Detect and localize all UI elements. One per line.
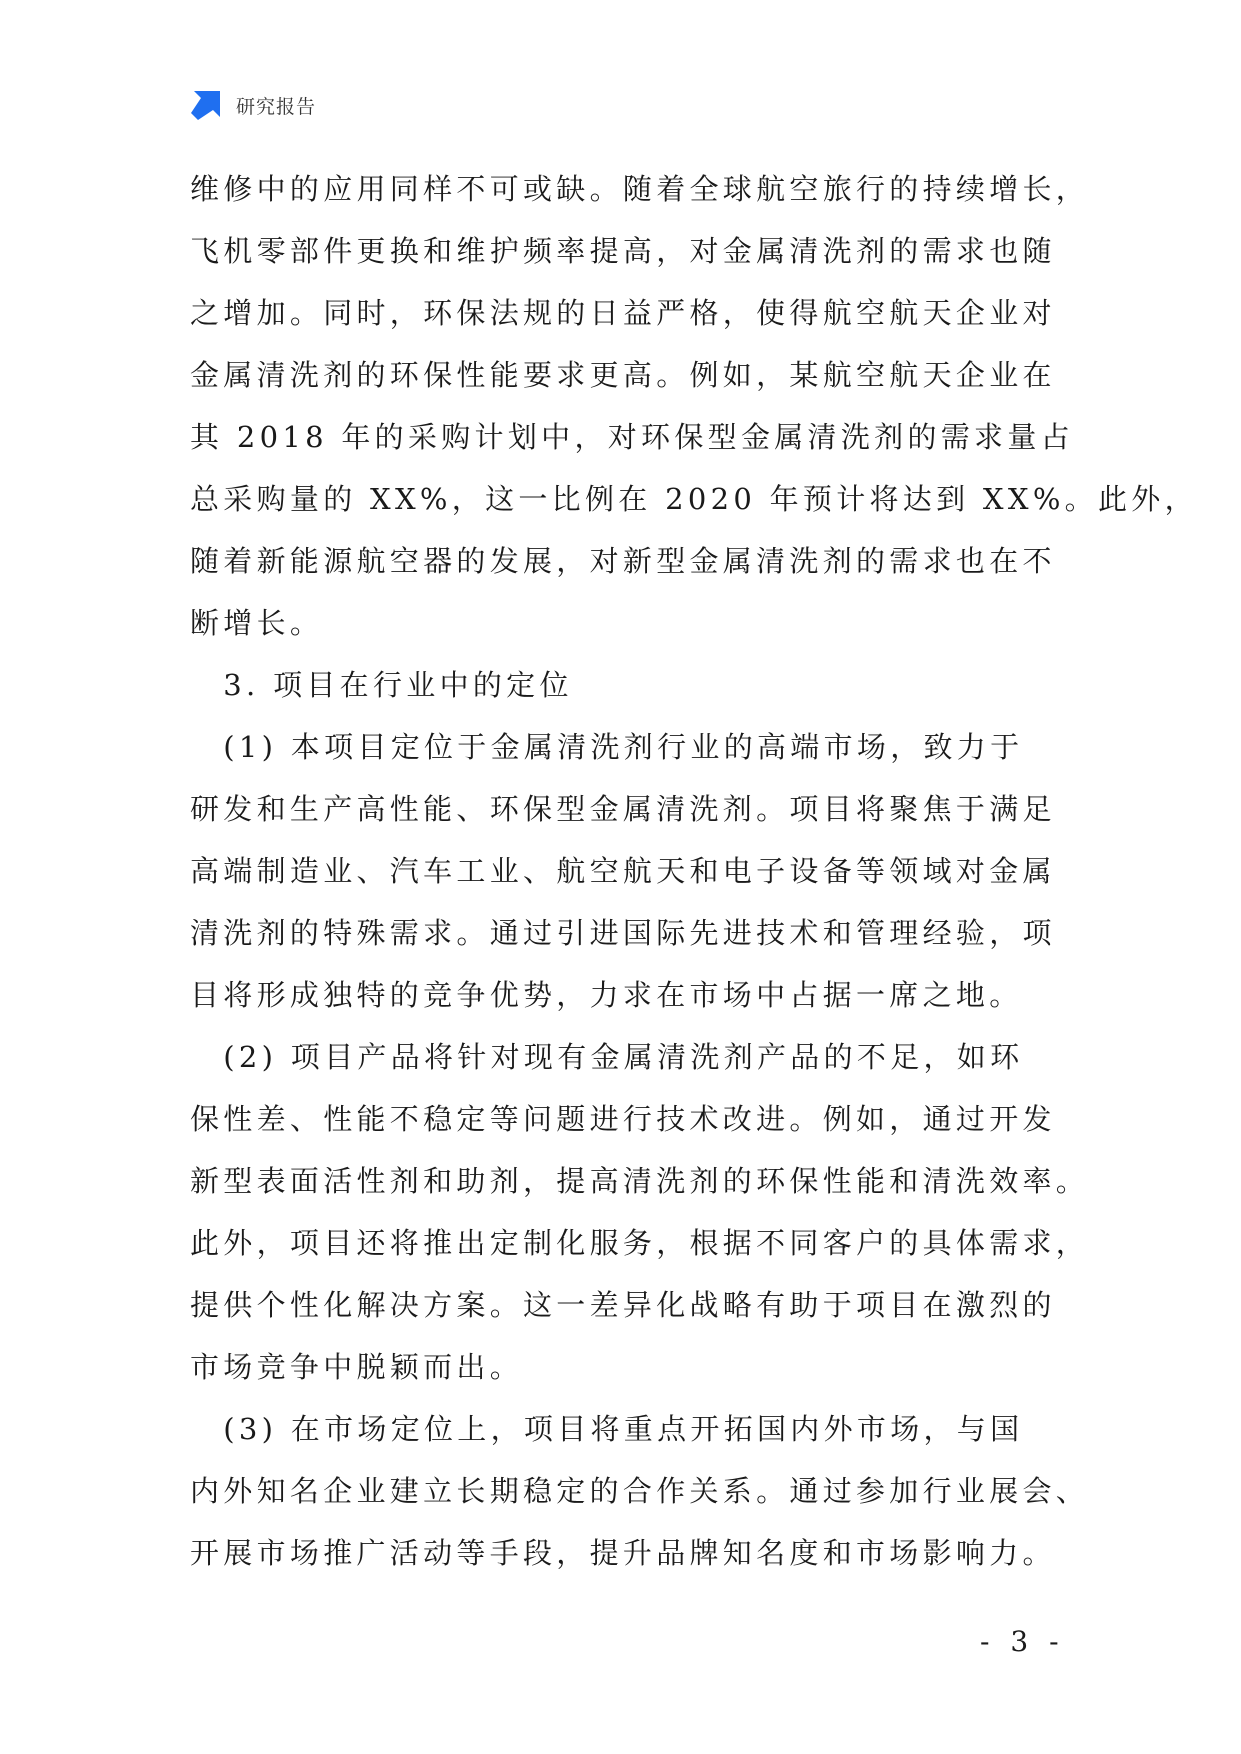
body-line: 保性差、性能不稳定等问题进行技术改进。例如，通过开发 (190, 1102, 1056, 1136)
body-line: 之增加。同时，环保法规的日益严格，使得航空航天企业对 (190, 296, 1056, 330)
page-number: - 3 - (980, 1625, 1065, 1658)
report-header (190, 88, 316, 122)
body-line: 随着新能源航空器的发展，对新型金属清洗剂的需求也在不 (190, 544, 1056, 578)
body-line: 金属清洗剂的环保性能要求更高。例如，某航空航天企业在 (190, 358, 1056, 392)
body-line: 市场竞争中脱颖而出。 (190, 1350, 524, 1384)
section-heading: 3. 项目在行业中的定位 (190, 668, 573, 702)
body-line: (3) 在市场定位上，项目将重点开拓国内外市场，与国 (190, 1412, 1024, 1446)
body-line: 断增长。 (190, 606, 324, 640)
body-line: 内外知名企业建立长期稳定的合作关系。通过参加行业展会、 (190, 1474, 1090, 1508)
body-line: 总采购量的 XX%，这一比例在 2020 年预计将达到 XX%。此外， (190, 482, 1198, 516)
body-line: 维修中的应用同样不可或缺。随着全球航空旅行的持续增长， (190, 172, 1090, 206)
document-body (190, 158, 1198, 1584)
body-line: 此外，项目还将推出定制化服务，根据不同客户的具体需求， (190, 1226, 1090, 1260)
body-line: 高端制造业、汽车工业、航空航天和电子设备等领域对金属 (190, 854, 1056, 888)
body-line: 目将形成独特的竞争优势，力求在市场中占据一席之地。 (190, 978, 1023, 1012)
body-line: 清洗剂的特殊需求。通过引进国际先进技术和管理经验，项 (190, 916, 1056, 950)
body-line: (1) 本项目定位于金属清洗剂行业的高端市场，致力于 (190, 730, 1024, 764)
arrow-up-right-logo-icon (190, 89, 222, 121)
body-line: 飞机零部件更换和维护频率提高，对金属清洗剂的需求也随 (190, 234, 1056, 268)
body-line: 其 2018 年的采购计划中，对环保型金属清洗剂的需求量占 (190, 420, 1074, 454)
body-line: 研发和生产高性能、环保型金属清洗剂。项目将聚焦于满足 (190, 792, 1056, 826)
body-line: 提供个性化解决方案。这一差异化战略有助于项目在激烈的 (190, 1288, 1056, 1322)
body-line: (2) 项目产品将针对现有金属清洗剂产品的不足，如环 (190, 1040, 1024, 1074)
header-label: 研究报告 (236, 95, 317, 118)
body-line: 开展市场推广活动等手段，提升品牌知名度和市场影响力。 (190, 1536, 1056, 1570)
body-line: 新型表面活性剂和助剂，提高清洗剂的环保性能和清洗效率。 (190, 1164, 1090, 1198)
